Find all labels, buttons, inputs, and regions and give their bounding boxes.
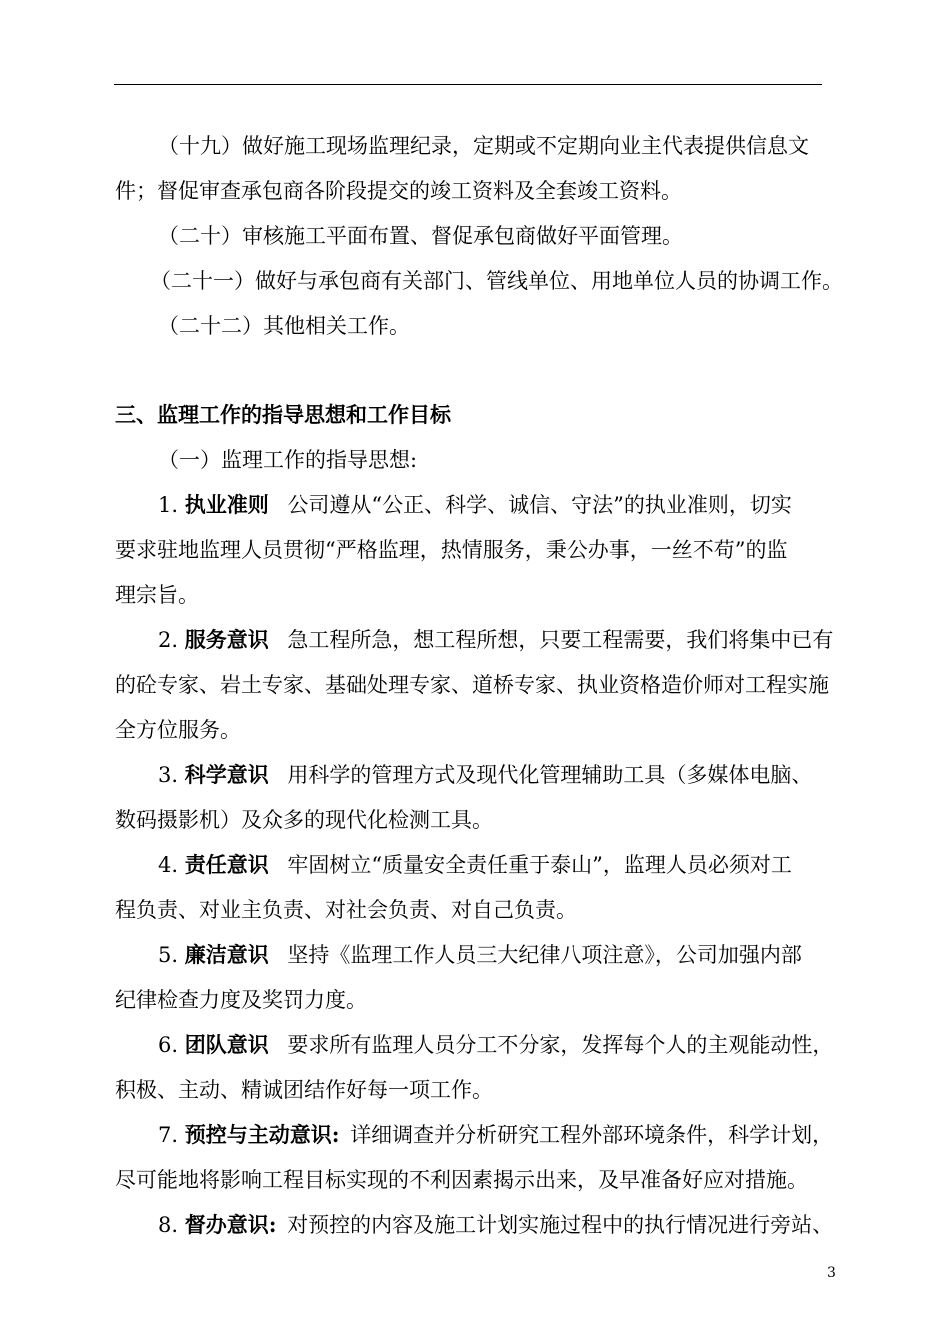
item-text: 公司遵从“公正、科学、诚信、守法”的执业准则，切实 xyxy=(287,493,792,517)
paragraph-19-line-2: 件；督促审查承包商各阶段提交的竣工资料及全套竣工资料。 xyxy=(115,179,682,203)
item-text: 详细调查并分析研究工程外部环境条件，科学计划， xyxy=(350,1123,834,1147)
page-number: 3 xyxy=(827,1265,836,1281)
item-number: 2. xyxy=(158,628,179,652)
item-text: 急工程所急，想工程所想，只要工程需要，我们将集中已有 xyxy=(287,628,834,652)
item-title: 执业准则 xyxy=(184,492,269,517)
item-title: 团队意识 xyxy=(184,1032,269,1057)
item-title: 责任意识 xyxy=(184,852,269,877)
item-number: 4. xyxy=(158,853,179,877)
item-number: 3. xyxy=(158,763,179,787)
header-rule xyxy=(114,84,822,85)
item-number: 7. xyxy=(158,1123,179,1147)
item-3-line-1 xyxy=(158,761,878,789)
item-8-line-1 xyxy=(158,1211,878,1239)
item-title: 廉洁意识 xyxy=(184,942,269,967)
item-6-line-1 xyxy=(158,1031,878,1059)
paragraph-22: （二十二）其他相关工作。 xyxy=(158,314,410,338)
item-title: 督办意识: xyxy=(184,1212,277,1237)
item-number: 5. xyxy=(158,943,179,967)
item-7-line-2: 尽可能地将影响工程目标实现的不利因素揭示出来，及早准备好应对措施。 xyxy=(115,1168,808,1192)
item-number: 6. xyxy=(158,1033,179,1057)
item-4-line-1 xyxy=(158,851,878,879)
item-1-line-3: 理宗旨。 xyxy=(115,583,199,607)
item-text: 对预控的内容及施工计划实施过程中的执行情况进行旁站、 xyxy=(287,1213,834,1237)
item-2-line-2: 的砼专家、岩土专家、基础处理专家、道桥专家、执业资格造价师对工程实施 xyxy=(115,673,829,697)
paragraph-21: （二十一）做好与承包商有关部门、管线单位、用地单位人员的协调工作。 xyxy=(150,269,843,293)
item-6-line-2: 积极、主动、精诚团结作好每一项工作。 xyxy=(115,1078,493,1102)
item-1-line-1 xyxy=(158,491,878,519)
item-title: 预控与主动意识: xyxy=(184,1122,340,1147)
item-text: 要求所有监理人员分工不分家，发挥每个人的主观能动性， xyxy=(287,1033,834,1057)
item-1-line-2: 要求驻地监理人员贯彻“严格监理，热情服务，秉公办事，一丝不苟”的监 xyxy=(115,538,788,562)
item-title: 服务意识 xyxy=(184,627,269,652)
item-number: 1. xyxy=(158,493,179,517)
item-7-line-1 xyxy=(158,1121,878,1149)
item-3-line-2: 数码摄影机）及众多的现代化检测工具。 xyxy=(115,808,493,832)
item-5-line-1 xyxy=(158,941,878,969)
item-4-line-2: 程负责、对业主负责、对社会负责、对自己负责。 xyxy=(115,898,577,922)
item-5-line-2: 纪律检查力度及奖罚力度。 xyxy=(115,988,367,1012)
item-number: 8. xyxy=(158,1213,179,1237)
paragraph-20: （二十）审核施工平面布置、督促承包商做好平面管理。 xyxy=(158,224,683,248)
item-2-line-1 xyxy=(158,626,878,654)
item-text: 坚持《监理工作人员三大纪律八项注意》，公司加强内部 xyxy=(287,943,802,967)
item-text: 用科学的管理方式及现代化管理辅助工具（多媒体电脑、 xyxy=(287,763,813,787)
section-heading: 三、监理工作的指导思想和工作目标 xyxy=(115,402,451,427)
paragraph-19-line-1: （十九）做好施工现场监理纪录，定期或不定期向业主代表提供信息文 xyxy=(158,134,809,158)
subheading: （一）监理工作的指导思想: xyxy=(158,448,418,472)
item-text: 牢固树立“质量安全责任重于泰山”，监理人员必须对工 xyxy=(287,853,792,877)
item-title: 科学意识 xyxy=(184,762,269,787)
item-2-line-3: 全方位服务。 xyxy=(115,718,241,742)
